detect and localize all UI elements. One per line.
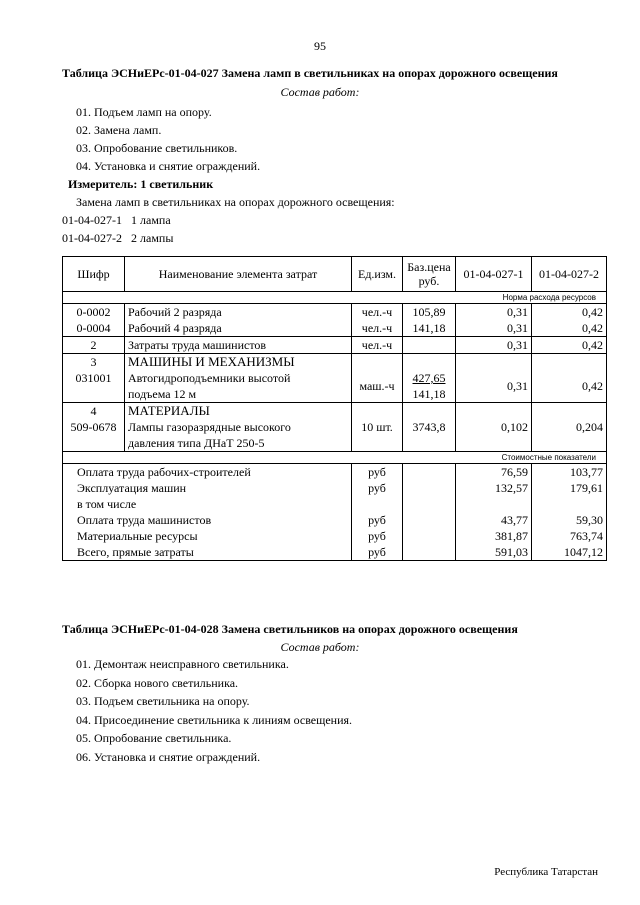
cell-value-1: 0,31	[456, 320, 532, 337]
variant-code: 01-04-027-1	[62, 213, 122, 227]
cell-price-line1: 427,65	[412, 371, 446, 385]
header-unit: Ед.изм.	[352, 257, 403, 292]
variant-line	[62, 213, 171, 228]
measure-unit: Измеритель: 1 светильник	[68, 177, 214, 191]
cell-price	[403, 370, 456, 403]
header-base-price-line1: Баз.цена	[407, 260, 451, 274]
cost-name: Материальные ресурсы	[63, 528, 352, 544]
table-1-step: 04. Установка и снятие ограждений.	[76, 159, 261, 173]
header-base-price	[403, 257, 456, 292]
table-row	[63, 370, 607, 403]
cost-unit: руб	[352, 512, 403, 528]
cell-value-2: 0,42	[532, 304, 607, 321]
table-1-description: Замена ламп в светильниках на опорах дорожного освещения:	[76, 195, 395, 209]
table-row	[63, 320, 607, 337]
cost-value-2: 59,30	[532, 512, 607, 528]
table-row	[63, 304, 607, 321]
cell-name: Рабочий 4 разряда	[125, 320, 352, 337]
table-1-title: Таблица ЭСНиЕРс-01-04-027 Замена ламп в светильниках на опорах дорожного освещения	[62, 66, 558, 80]
table-1-step: 01. Подъем ламп на опору.	[76, 105, 212, 119]
cell-value-2: 0,42	[532, 320, 607, 337]
table-2-title: Таблица ЭСНиЕРс-01-04-028 Замена светильников на опорах дорожного освещения	[62, 622, 518, 636]
cost-row	[63, 496, 607, 512]
variant-line	[62, 231, 173, 246]
cost-value-2: 1047,12	[532, 544, 607, 561]
cell-price: 141,18	[403, 320, 456, 337]
cost-unit: руб	[352, 464, 403, 481]
table-2-step: 06. Установка и снятие ограждений.	[76, 750, 261, 764]
table-header-row	[63, 257, 607, 292]
table-2-subtitle: Состав работ:	[280, 640, 360, 654]
cell-code: 031001	[63, 370, 125, 403]
section-title: МАТЕРИАЛЫ	[125, 403, 352, 420]
cost-caption-row	[63, 452, 607, 464]
cost-name: Оплата труда машинистов	[63, 512, 352, 528]
cost-name: Эксплуатация машин	[63, 480, 352, 496]
header-name: Наименование элемента затрат	[125, 257, 352, 292]
cell-value-1: 0,102	[456, 419, 532, 452]
cost-caption: Стоимостные показатели	[456, 452, 607, 464]
cell-name-line2: давления типа ДНаТ 250-5	[128, 436, 265, 450]
cost-name: Всего, прямые затраты	[63, 544, 352, 561]
norm-caption-row	[63, 292, 607, 304]
cell-name-line1: Автогидроподъемники высотой	[128, 371, 291, 385]
cell-unit: 10 шт.	[352, 419, 403, 452]
cell-name-line1: Лампы газоразрядные высокого	[128, 420, 291, 434]
page-number: 95	[314, 39, 326, 53]
header-base-price-line2: руб.	[418, 274, 440, 288]
table-1-step: 03. Опробование светильников.	[76, 141, 238, 155]
cost-value-1: 43,77	[456, 512, 532, 528]
cell-code: 2	[63, 337, 125, 354]
cell-value-2: 0,204	[532, 419, 607, 452]
cost-row	[63, 512, 607, 528]
resource-table	[62, 256, 607, 561]
section-title: МАШИНЫ И МЕХАНИЗМЫ	[125, 354, 352, 371]
cell-code: 509-0678	[63, 419, 125, 452]
cell-price-line2: 141,18	[412, 387, 446, 401]
cost-unit: руб	[352, 480, 403, 496]
cell-price	[403, 337, 456, 354]
cost-row	[63, 544, 607, 561]
cost-value-1: 591,03	[456, 544, 532, 561]
cell-name: Затраты труда машинистов	[125, 337, 352, 354]
cost-value-2: 103,77	[532, 464, 607, 481]
cell-code: 0-0004	[63, 320, 125, 337]
cost-value-1: 132,57	[456, 480, 532, 496]
footer-region: Республика Татарстан	[494, 866, 598, 878]
cost-row	[63, 528, 607, 544]
cell-price: 105,89	[403, 304, 456, 321]
header-variant-1: 01-04-027-1	[456, 257, 532, 292]
table-2-step: 01. Демонтаж неисправного светильника.	[76, 657, 289, 671]
table-row	[63, 337, 607, 354]
cell-value-2: 0,42	[532, 337, 607, 354]
cell-code: 4	[63, 403, 125, 420]
cost-row	[63, 464, 607, 481]
cell-value-1: 0,31	[456, 370, 532, 403]
cost-unit: руб	[352, 528, 403, 544]
cell-code: 0-0002	[63, 304, 125, 321]
cost-name: в том числе	[63, 496, 352, 512]
table-2-step: 04. Присоединение светильника к линиям освещения.	[76, 713, 353, 727]
table-2-step: 05. Опробование светильника.	[76, 731, 232, 745]
header-variant-2: 01-04-027-2	[532, 257, 607, 292]
table-2-step: 02. Сборка нового светильника.	[76, 676, 239, 690]
section-row	[63, 403, 607, 420]
header-cipher: Шифр	[63, 257, 125, 292]
cell-code: 3	[63, 354, 125, 371]
cost-unit: руб	[352, 544, 403, 561]
section-row	[63, 354, 607, 371]
cell-name-line2: подъема 12 м	[128, 387, 197, 401]
cell-unit: чел.-ч	[352, 337, 403, 354]
cost-value-1: 381,87	[456, 528, 532, 544]
norm-caption: Норма расхода ресурсов	[456, 292, 607, 304]
cell-value-1: 0,31	[456, 337, 532, 354]
table-1-subtitle: Состав работ:	[280, 85, 360, 99]
cell-price: 3743,8	[403, 419, 456, 452]
cell-unit: чел.-ч	[352, 304, 403, 321]
cost-value-2: 179,61	[532, 480, 607, 496]
cell-value-2: 0,42	[532, 370, 607, 403]
cell-unit: маш.-ч	[352, 370, 403, 403]
variant-label: 2 лампы	[131, 231, 174, 245]
cost-value-2: 763,74	[532, 528, 607, 544]
cost-name: Оплата труда рабочих-строителей	[63, 464, 352, 481]
variant-label: 1 лампа	[131, 213, 171, 227]
cell-name	[125, 370, 352, 403]
cost-row	[63, 480, 607, 496]
table-row	[63, 419, 607, 452]
table-2-step: 03. Подъем светильника на опору.	[76, 694, 250, 708]
cell-value-1: 0,31	[456, 304, 532, 321]
table-1-step: 02. Замена ламп.	[76, 123, 162, 137]
cell-name	[125, 419, 352, 452]
cell-unit: чел.-ч	[352, 320, 403, 337]
variant-code: 01-04-027-2	[62, 231, 122, 245]
cell-name: Рабочий 2 разряда	[125, 304, 352, 321]
cost-value-1: 76,59	[456, 464, 532, 481]
